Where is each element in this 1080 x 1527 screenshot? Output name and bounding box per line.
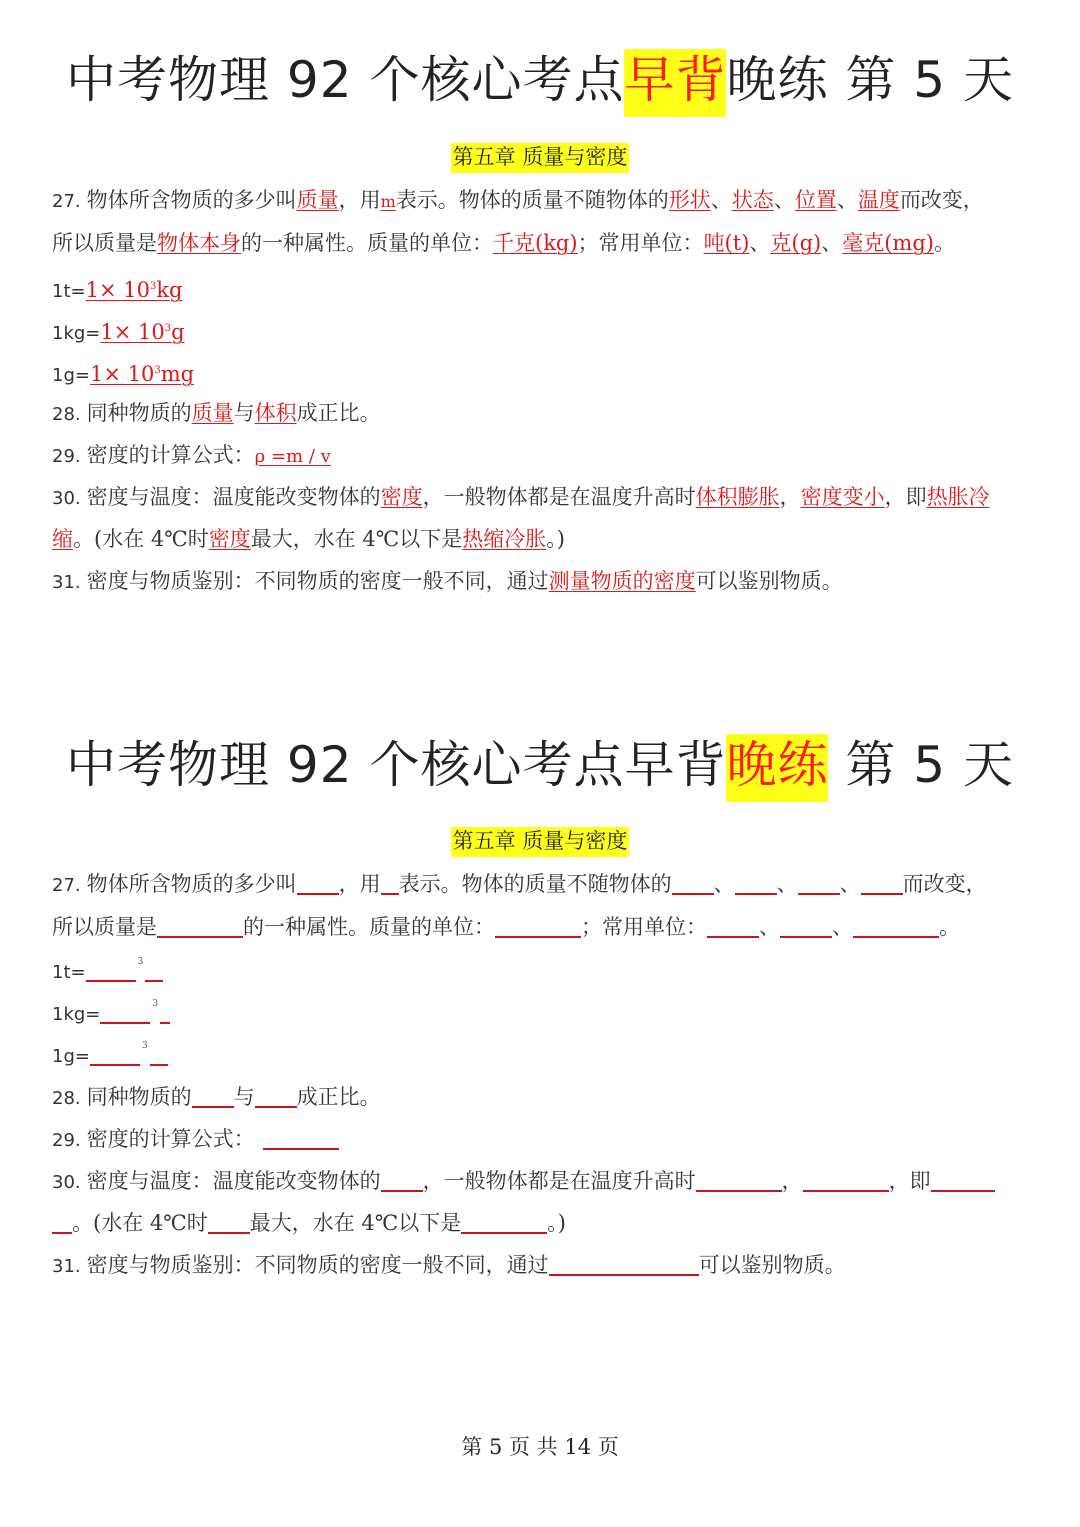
answer-value: 1× 10: [85, 278, 150, 302]
separator: 、: [710, 188, 732, 212]
q30-blank-line1: [52, 1166, 995, 1198]
exponent: 3: [149, 281, 157, 292]
chapter-heading: [0, 142, 1080, 172]
text: ，用: [338, 872, 381, 896]
fill-blank[interactable]: [549, 1252, 699, 1276]
text: 。): [546, 527, 565, 551]
fill-blank[interactable]: [192, 1084, 234, 1108]
separator: 、: [749, 231, 771, 255]
fill-blank[interactable]: [381, 871, 399, 895]
fill-blank[interactable]: [735, 871, 777, 895]
answer: 质量: [191, 401, 234, 425]
question-number: 28.: [52, 404, 81, 425]
fill-blank[interactable]: [495, 914, 581, 938]
answer: ρ =m / v: [254, 446, 331, 467]
text: ，用: [338, 188, 381, 212]
question-number: 30.: [52, 488, 81, 509]
fill-blank[interactable]: [86, 958, 136, 982]
text: 密度与温度：温度能改变物体的: [86, 485, 381, 509]
text: 。(水在 4℃时: [73, 527, 209, 551]
text: 。(水在 4℃时: [72, 1211, 208, 1235]
conversion-ton: [52, 272, 183, 307]
question-number: 28.: [52, 1088, 81, 1109]
answer: [86, 278, 183, 302]
text: 而改变，: [902, 872, 987, 896]
exponent: 3: [164, 323, 172, 334]
text: 密度与物质鉴别：不同物质的密度一般不同，通过: [86, 1253, 549, 1277]
chapter-label: 第五章 质量与密度: [451, 827, 630, 857]
conversion-label: 1g=: [52, 365, 90, 386]
answer: 热缩冷胀: [462, 527, 547, 551]
q27-blank-line1: [52, 869, 987, 901]
text: 所以质量是: [52, 915, 157, 939]
answer: 千克(kg): [493, 231, 578, 255]
answer: 密度变小: [800, 485, 885, 509]
conversion-label: 1kg=: [52, 323, 101, 344]
conversion-gram-blank: [52, 1040, 168, 1075]
fill-blank[interactable]: [798, 871, 840, 895]
title-text-end: 第 5 天: [828, 736, 1014, 794]
answer: 密度: [380, 485, 423, 509]
answer: 体积膨胀: [695, 485, 780, 509]
q30-line2: [52, 524, 565, 554]
text: 与: [233, 1085, 255, 1109]
text: 密度的计算公式：: [86, 1127, 255, 1151]
fill-blank[interactable]: [803, 1168, 889, 1192]
answer: 缩: [52, 527, 73, 551]
conversion-label: 1kg=: [52, 1004, 101, 1025]
text: 成正比。: [296, 1085, 381, 1109]
fill-blank[interactable]: [90, 1042, 140, 1066]
fill-blank[interactable]: [931, 1168, 995, 1192]
fill-blank[interactable]: [853, 914, 939, 938]
question-number: 30.: [52, 1172, 81, 1193]
q30-blank-line2: [52, 1208, 566, 1238]
text: ；常用单位：: [577, 231, 704, 255]
conversion-label: 1t=: [52, 281, 86, 302]
text: ，一般物体都是在温度升高时: [422, 485, 696, 509]
page-title-evening: [0, 733, 1080, 797]
separator: 、: [759, 915, 780, 939]
title-highlight: 早背: [624, 49, 726, 117]
answer: [100, 320, 184, 344]
answer: 测量物质的密度: [548, 569, 696, 593]
fill-blank[interactable]: [157, 914, 243, 938]
fill-blank[interactable]: [707, 914, 759, 938]
fill-blank[interactable]: [145, 958, 163, 982]
conversion-ton-blank: [52, 956, 163, 991]
title-highlight: 晚练: [726, 734, 828, 802]
exponent: 3: [154, 365, 161, 376]
text: 表示。物体的质量不随物体的: [398, 872, 672, 896]
q31-line: [52, 566, 843, 598]
q27-line1: [52, 185, 984, 217]
text: 所以质量是: [52, 231, 157, 255]
answer: 位置: [794, 188, 837, 212]
conversion-kilogram: [52, 314, 185, 349]
text: 表示。物体的质量不随物体的: [395, 188, 669, 212]
answer: 吨(t): [703, 231, 750, 255]
text: 可以鉴别物质。: [698, 1253, 846, 1277]
q29-line: [52, 440, 331, 472]
answer-unit: kg: [156, 278, 183, 302]
text: 密度与温度：温度能改变物体的: [86, 1169, 381, 1193]
answer: 体积: [254, 401, 297, 425]
page-number-footer: 第 5 页 共 14 页: [461, 1435, 619, 1459]
answer: 热胀冷: [926, 485, 990, 509]
text: 的一种属性。质量的单位：: [243, 915, 495, 939]
separator: 、: [713, 872, 735, 896]
text: 而改变，: [899, 188, 984, 212]
text: ，一般物体都是在温度升高时: [422, 1169, 696, 1193]
answer: 毫克(mg): [842, 231, 934, 255]
text: 成正比。: [296, 401, 381, 425]
separator: 、: [839, 872, 861, 896]
exponent: 3: [137, 957, 144, 967]
text: 密度与物质鉴别：不同物质的密度一般不同，通过: [86, 569, 549, 593]
text: 最大，水在 4℃以下是: [250, 527, 463, 551]
q29-blank-line: [52, 1124, 339, 1156]
text: ，即: [888, 1169, 931, 1193]
title-text-end: 晚练 第 5 天: [726, 51, 1014, 109]
page-title-morning: [0, 48, 1080, 112]
text: 的一种属性。质量的单位：: [241, 231, 493, 255]
text: 物体所含物质的多少叫: [86, 872, 297, 896]
q30-line1: [52, 482, 990, 514]
text: ；常用单位：: [581, 915, 707, 939]
fill-blank[interactable]: [263, 1126, 339, 1150]
chapter-label: 第五章 质量与密度: [451, 143, 630, 173]
separator: 、: [776, 872, 798, 896]
text: ，: [781, 1169, 803, 1193]
separator: 、: [821, 231, 843, 255]
question-number: 29.: [52, 1130, 81, 1151]
fill-blank[interactable]: [696, 1168, 782, 1192]
answer: 物体本身: [157, 231, 241, 255]
text: 同种物质的: [86, 1085, 192, 1109]
q28-line: [52, 398, 381, 430]
question-number: 27.: [52, 875, 81, 896]
conversion-gram: [52, 356, 194, 391]
fill-blank[interactable]: [381, 1168, 423, 1192]
fill-blank[interactable]: [150, 1042, 168, 1066]
fill-blank[interactable]: [461, 1210, 547, 1234]
answer: 克(g): [770, 231, 822, 255]
fill-blank[interactable]: [297, 871, 339, 895]
separator: 、: [836, 188, 858, 212]
fill-blank[interactable]: [861, 871, 903, 895]
conversion-kilogram-blank: [52, 998, 170, 1033]
answer-value: 1× 10: [100, 320, 165, 344]
text: 。: [939, 915, 960, 939]
conversion-label: 1t=: [52, 962, 86, 983]
exponent: 3: [141, 1041, 148, 1051]
fill-blank[interactable]: [52, 1210, 72, 1234]
text: ，即: [884, 485, 927, 509]
q27-line2: [52, 228, 955, 258]
answer: 形状: [668, 188, 711, 212]
q31-blank-line: [52, 1250, 846, 1282]
text: 密度的计算公式：: [86, 443, 255, 467]
answer: [90, 362, 194, 386]
title-text: 中考物理 92 个核心考点早背: [66, 736, 727, 794]
answer: m: [380, 192, 396, 211]
text: 可以鉴别物质。: [695, 569, 843, 593]
question-number: 29.: [52, 446, 81, 467]
answer-unit: mg: [160, 362, 195, 386]
fill-blank[interactable]: [780, 914, 832, 938]
title-text: 中考物理 92 个核心考点: [66, 51, 625, 109]
answer-value: 1× 10: [89, 362, 155, 386]
separator: 、: [773, 188, 795, 212]
chapter-heading: [0, 826, 1080, 856]
text: 同种物质的: [86, 401, 192, 425]
fill-blank[interactable]: [160, 1000, 170, 1024]
answer: 状态: [731, 188, 774, 212]
text: 。): [547, 1211, 566, 1235]
exponent: 3: [152, 999, 159, 1009]
separator: 、: [832, 915, 853, 939]
question-number: 31.: [52, 1256, 81, 1277]
fill-blank[interactable]: [208, 1210, 250, 1234]
text: 。: [933, 231, 955, 255]
question-number: 27.: [52, 191, 81, 212]
fill-blank[interactable]: [672, 871, 714, 895]
answer-unit: g: [171, 320, 185, 344]
text: ，: [779, 485, 801, 509]
answer: 温度: [857, 188, 900, 212]
question-number: 31.: [52, 572, 81, 593]
q27-blank-line2: [52, 912, 960, 942]
text: 物体所含物质的多少叫: [86, 188, 297, 212]
answer: 密度: [208, 527, 251, 551]
text: 与: [233, 401, 255, 425]
fill-blank[interactable]: [100, 1000, 150, 1024]
q28-blank-line: [52, 1082, 381, 1114]
fill-blank[interactable]: [255, 1084, 297, 1108]
conversion-label: 1g=: [52, 1046, 90, 1067]
answer: 质量: [296, 188, 339, 212]
text: 最大，水在 4℃以下是: [249, 1211, 462, 1235]
